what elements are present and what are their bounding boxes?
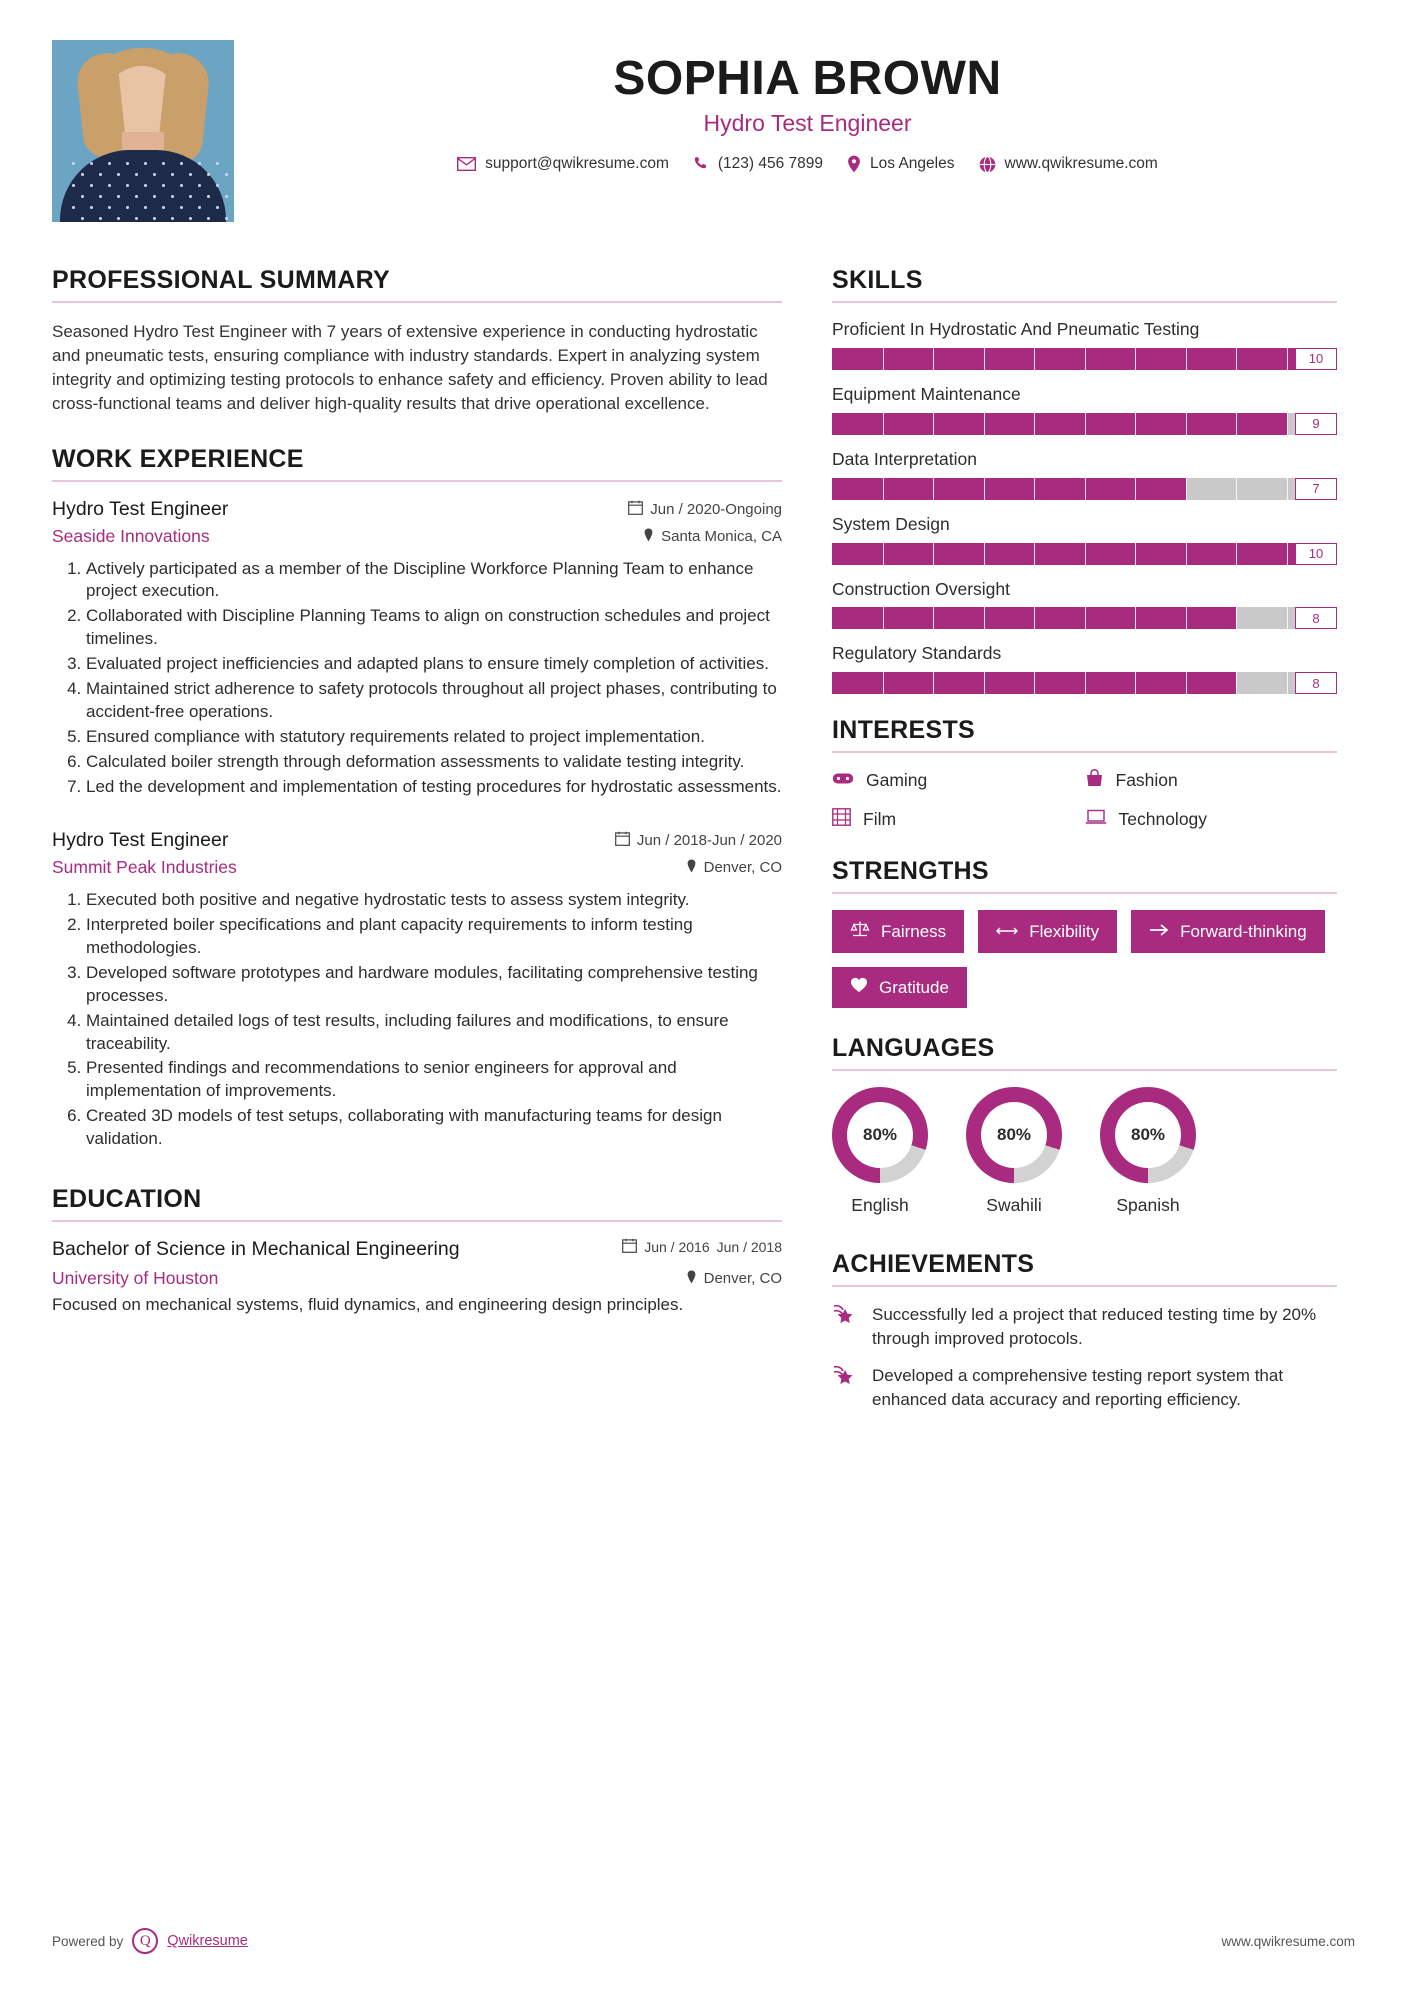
contact-email[interactable] bbox=[450, 155, 676, 173]
job-location bbox=[686, 859, 782, 877]
interest-label: Film bbox=[863, 809, 897, 830]
skill-bar-tick bbox=[984, 543, 985, 565]
skill-bar bbox=[832, 478, 1337, 500]
skill-bar bbox=[832, 348, 1337, 370]
skill-bar-tick bbox=[1034, 607, 1035, 629]
skill-bar bbox=[832, 672, 1337, 694]
experience-heading: WORK EXPERIENCE bbox=[52, 444, 304, 473]
interest-label: Fashion bbox=[1115, 770, 1178, 791]
list-item: 1. Executed both positive and negative hydrostatic tests to assess system integrity. bbox=[86, 889, 782, 912]
contact-phone-text: (123) 456 7899 bbox=[717, 155, 824, 173]
skill-bar-tick bbox=[883, 672, 884, 694]
job-dates bbox=[628, 500, 782, 519]
job-title: Hydro Test Engineer bbox=[52, 497, 229, 520]
strengths-heading: STRENGTHS bbox=[832, 857, 989, 886]
skills-heading: SKILLS bbox=[832, 266, 923, 294]
skill-value: 10 bbox=[1295, 543, 1337, 565]
job-dates bbox=[615, 831, 782, 850]
right-column bbox=[832, 266, 1337, 1425]
interest-label: Gaming bbox=[866, 770, 928, 791]
interest-item bbox=[1085, 808, 1338, 831]
skill-bar-tick bbox=[1236, 348, 1237, 370]
skill-bar-tick bbox=[1236, 607, 1237, 629]
language-label: Swahili bbox=[986, 1195, 1042, 1216]
contact-bar bbox=[260, 155, 1355, 173]
skill-label: Data Interpretation bbox=[832, 448, 977, 469]
skill-item bbox=[832, 449, 1337, 500]
location-pin-icon bbox=[686, 1270, 697, 1288]
strength-label: Fairness bbox=[881, 921, 947, 941]
powered-by-label: Powered by bbox=[52, 1933, 124, 1949]
language-percent: 80% bbox=[981, 1102, 1047, 1168]
arrow-right-icon bbox=[1149, 922, 1169, 942]
summary-text: Seasoned Hydro Test Engineer with 7 years of extensive experience in conducting hydrostatic and pneumatic tests, ensuring compliance with industry standards. Expert in analyzing system integrity and optimizing testing protocols to enhance safety and efficiency. Proven ability to lead cross-functional teams and deliver high-quality results that drive operational excellence. bbox=[52, 322, 768, 414]
skill-bar-tick bbox=[883, 348, 884, 370]
education-end-date: Jun / 2018 bbox=[716, 1239, 782, 1256]
skill-bar-tick bbox=[984, 672, 985, 694]
skill-bar-tick bbox=[1034, 543, 1035, 565]
list-item: 6. Calculated boiler strength through deformation assessments to validate testing integrity. bbox=[86, 751, 782, 774]
contact-website[interactable] bbox=[972, 155, 1165, 173]
skill-bar-tick bbox=[1287, 348, 1288, 370]
section-languages bbox=[832, 1034, 1337, 1216]
skill-bar-tick bbox=[883, 413, 884, 435]
brand-block bbox=[52, 1928, 248, 1954]
job-location-text: Santa Monica, CA bbox=[661, 528, 782, 545]
skill-label: Construction Oversight bbox=[832, 578, 1010, 599]
skill-value: 8 bbox=[1295, 672, 1337, 694]
skill-bar-tick bbox=[1135, 607, 1136, 629]
language-label: English bbox=[851, 1195, 909, 1216]
skill-bar bbox=[832, 413, 1337, 435]
contact-email-text: support@qwikresume.com bbox=[485, 155, 669, 173]
skill-value: 8 bbox=[1295, 607, 1337, 629]
contact-website-text: www.qwikresume.com bbox=[1004, 155, 1158, 173]
languages-heading: LANGUAGES bbox=[832, 1034, 995, 1063]
arrows-horizontal-icon bbox=[996, 922, 1018, 942]
mail-icon bbox=[457, 157, 476, 171]
skill-bar-tick bbox=[1186, 348, 1187, 370]
skill-value: 7 bbox=[1295, 478, 1337, 500]
handbag-icon bbox=[1085, 769, 1104, 792]
divider bbox=[832, 301, 1337, 303]
skill-bar-tick bbox=[1236, 543, 1237, 565]
skill-bar-fill bbox=[832, 413, 1287, 435]
skill-bar-tick bbox=[933, 478, 934, 500]
strength-chip bbox=[1131, 910, 1325, 953]
list-item: 7. Led the development and implementation of testing procedures for hydrostatic assessments. bbox=[86, 776, 782, 799]
job-dates-text: Jun / 2018-Jun / 2020 bbox=[636, 831, 782, 849]
language-progress-ring bbox=[966, 1087, 1062, 1183]
skill-bar-tick bbox=[984, 607, 985, 629]
skill-bar-tick bbox=[1287, 543, 1288, 565]
heart-icon bbox=[850, 977, 868, 998]
job-dates-text: Jun / 2020-Ongoing bbox=[650, 500, 782, 518]
skill-bar-tick bbox=[1236, 672, 1237, 694]
contact-phone[interactable] bbox=[686, 155, 830, 173]
location-pin-icon bbox=[686, 859, 697, 877]
experience-item bbox=[52, 829, 782, 1151]
skill-bar bbox=[832, 543, 1337, 565]
skill-value: 9 bbox=[1295, 413, 1337, 435]
resume-header bbox=[52, 40, 1355, 232]
job-location-text: Denver, CO bbox=[703, 859, 782, 877]
education-location-text: Denver, CO bbox=[703, 1270, 782, 1288]
list-item: 2. Collaborated with Discipline Planning Teams to align on construction schedules and project timelines. bbox=[86, 605, 782, 651]
divider bbox=[52, 1220, 782, 1222]
strength-chip bbox=[978, 910, 1117, 953]
job-bullets bbox=[52, 889, 782, 1151]
scales-icon bbox=[850, 920, 870, 943]
language-progress-ring bbox=[1100, 1087, 1196, 1183]
skill-bar-tick bbox=[1085, 672, 1086, 694]
interest-item bbox=[832, 769, 1085, 792]
interest-item bbox=[832, 808, 1085, 831]
globe-icon bbox=[979, 156, 996, 173]
strength-label: Forward-thinking bbox=[1180, 921, 1307, 941]
skill-bar-tick bbox=[1034, 348, 1035, 370]
skill-bar-tick bbox=[984, 478, 985, 500]
skill-bar-tick bbox=[1186, 478, 1187, 500]
skill-bar-tick bbox=[984, 413, 985, 435]
list-item: 3. Developed software prototypes and hardware modules, facilitating comprehensive testing processes. bbox=[86, 962, 782, 1008]
calendar-icon bbox=[615, 831, 630, 850]
contact-location[interactable] bbox=[840, 155, 961, 173]
skill-item bbox=[832, 384, 1337, 435]
skill-bar-tick bbox=[1287, 672, 1288, 694]
skill-bar-tick bbox=[1034, 413, 1035, 435]
skill-bar-tick bbox=[1135, 348, 1136, 370]
summary-heading: PROFESSIONAL SUMMARY bbox=[52, 266, 390, 294]
skill-bar-tick bbox=[1135, 478, 1136, 500]
skill-bar-tick bbox=[1186, 672, 1187, 694]
skill-bar-tick bbox=[1085, 607, 1086, 629]
page-title: SOPHIA BROWN bbox=[613, 52, 1002, 105]
section-education bbox=[52, 1185, 782, 1316]
list-item: 6. Created 3D models of test setups, collaborating with manufacturing teams for design validation. bbox=[86, 1105, 782, 1151]
section-work-experience bbox=[52, 445, 782, 1152]
divider bbox=[832, 751, 1337, 753]
brand-link[interactable]: Qwikresume bbox=[167, 1933, 248, 1949]
skill-bar-tick bbox=[1085, 478, 1086, 500]
skill-bar-tick bbox=[1186, 543, 1187, 565]
divider bbox=[52, 301, 782, 303]
divider bbox=[832, 1069, 1337, 1071]
calendar-icon bbox=[628, 500, 643, 519]
achievement-item bbox=[832, 1303, 1337, 1350]
job-bullets bbox=[52, 558, 782, 799]
left-column bbox=[52, 266, 782, 1425]
section-strengths bbox=[832, 857, 1337, 1008]
language-percent: 80% bbox=[1115, 1102, 1181, 1168]
interest-label: Technology bbox=[1118, 809, 1208, 830]
laptop-icon bbox=[1085, 809, 1107, 830]
calendar-icon bbox=[622, 1238, 637, 1256]
education-location bbox=[686, 1270, 782, 1288]
language-progress-ring bbox=[832, 1087, 928, 1183]
skill-bar-tick bbox=[883, 478, 884, 500]
skill-bar-tick bbox=[1085, 413, 1086, 435]
achievements-heading: ACHIEVEMENTS bbox=[832, 1250, 1035, 1279]
skill-bar-tick bbox=[933, 672, 934, 694]
avatar bbox=[52, 40, 234, 222]
skill-bar-tick bbox=[1085, 348, 1086, 370]
language-item bbox=[1100, 1087, 1196, 1216]
section-interests bbox=[832, 716, 1337, 831]
job-role-subtitle: Hydro Test Engineer bbox=[703, 110, 912, 137]
school-name: University of Houston bbox=[52, 1267, 219, 1288]
skill-label: Equipment Maintenance bbox=[832, 383, 1021, 404]
list-item: 5. Presented findings and recommendations to senior engineers for approval and implementation of improvements. bbox=[86, 1057, 782, 1103]
skill-bar-tick bbox=[1236, 413, 1237, 435]
footer-site-url: www.qwikresume.com bbox=[1221, 1933, 1355, 1949]
skill-bar-tick bbox=[1287, 478, 1288, 500]
skill-bar-tick bbox=[933, 348, 934, 370]
page-footer bbox=[52, 1928, 1355, 1954]
list-item: 3. Evaluated project inefficiencies and adapted plans to ensure timely completion of activities. bbox=[86, 653, 782, 676]
skill-bar-tick bbox=[1186, 413, 1187, 435]
skill-item bbox=[832, 319, 1337, 370]
education-description: Focused on mechanical systems, fluid dynamics, and engineering design principles. bbox=[52, 1294, 684, 1314]
skill-bar-tick bbox=[1135, 543, 1136, 565]
skill-bar-tick bbox=[1034, 478, 1035, 500]
list-item: 5. Ensured compliance with statutory requirements related to project implementation. bbox=[86, 726, 782, 749]
achievement-text: Developed a comprehensive testing report system that enhanced data accuracy and reporting efficiency. bbox=[872, 1366, 1284, 1409]
award-star-icon bbox=[832, 1303, 858, 1350]
list-item: 4. Maintained strict adherence to safety protocols throughout all project phases, contributing to accident-free operations. bbox=[86, 678, 782, 724]
award-star-icon bbox=[832, 1364, 858, 1411]
skill-bar-tick bbox=[1236, 478, 1237, 500]
skill-bar-tick bbox=[1034, 672, 1035, 694]
contact-location-text: Los Angeles bbox=[870, 155, 955, 173]
qwikresume-logo-icon: Q bbox=[132, 1928, 158, 1954]
skill-item bbox=[832, 643, 1337, 694]
phone-icon bbox=[693, 156, 709, 172]
skill-bar bbox=[832, 607, 1337, 629]
language-item bbox=[966, 1087, 1062, 1216]
strength-label: Flexibility bbox=[1029, 921, 1100, 941]
section-skills bbox=[832, 266, 1337, 694]
skill-bar-tick bbox=[1085, 543, 1086, 565]
skill-value: 10 bbox=[1295, 348, 1337, 370]
strength-chip bbox=[832, 967, 967, 1008]
skill-bar-tick bbox=[1287, 607, 1288, 629]
job-title: Hydro Test Engineer bbox=[52, 828, 229, 851]
skill-bar-tick bbox=[1135, 413, 1136, 435]
divider bbox=[832, 1285, 1337, 1287]
strength-chip bbox=[832, 910, 964, 953]
gamepad-icon bbox=[832, 770, 854, 791]
skill-bar-tick bbox=[883, 543, 884, 565]
achievement-text: Successfully led a project that reduced testing time by 20% through improved protocols. bbox=[872, 1305, 1317, 1348]
skill-label: Proficient In Hydrostatic And Pneumatic Testing bbox=[832, 319, 1200, 339]
skill-bar-tick bbox=[1186, 607, 1187, 629]
list-item: 4. Maintained detailed logs of test results, including failures and modifications, to ensure traceability. bbox=[86, 1010, 782, 1056]
skill-bar-tick bbox=[883, 607, 884, 629]
location-pin-icon bbox=[847, 155, 861, 173]
experience-item bbox=[52, 498, 782, 799]
skill-label: System Design bbox=[832, 513, 950, 534]
skill-bar-fill bbox=[832, 478, 1186, 500]
section-achievements bbox=[832, 1250, 1337, 1411]
film-icon bbox=[832, 808, 851, 831]
skill-bar-tick bbox=[1135, 672, 1136, 694]
education-start-date: Jun / 2016 bbox=[644, 1239, 710, 1256]
interest-item bbox=[1085, 769, 1338, 792]
company-name: Summit Peak Industries bbox=[52, 856, 237, 877]
location-pin-icon bbox=[643, 528, 654, 546]
skill-label: Regulatory Standards bbox=[832, 643, 1002, 664]
strength-label: Gratitude bbox=[879, 977, 949, 997]
degree-title: Bachelor of Science in Mechanical Engineering bbox=[52, 1238, 460, 1261]
achievement-item bbox=[832, 1364, 1337, 1411]
job-location bbox=[643, 528, 782, 546]
divider bbox=[52, 480, 782, 482]
section-professional-summary bbox=[52, 266, 782, 417]
skill-item bbox=[832, 579, 1337, 630]
language-percent: 80% bbox=[847, 1102, 913, 1168]
divider bbox=[832, 892, 1337, 894]
skill-bar-tick bbox=[984, 348, 985, 370]
company-name: Seaside Innovations bbox=[52, 525, 210, 546]
interests-heading: INTERESTS bbox=[832, 716, 975, 745]
list-item: 2. Interpreted boiler specifications and plant capacity requirements to inform testing methodologies. bbox=[86, 914, 782, 960]
skill-bar-tick bbox=[933, 413, 934, 435]
education-heading: EDUCATION bbox=[52, 1185, 202, 1214]
skill-bar-tick bbox=[1287, 413, 1288, 435]
language-label: Spanish bbox=[1116, 1195, 1180, 1216]
skill-bar-tick bbox=[933, 607, 934, 629]
list-item: 1. Actively participated as a member of the Discipline Workforce Planning Team to enhance project execution. bbox=[86, 558, 782, 604]
skill-bar-tick bbox=[933, 543, 934, 565]
education-dates bbox=[622, 1238, 782, 1256]
language-item bbox=[832, 1087, 928, 1216]
skill-item bbox=[832, 514, 1337, 565]
